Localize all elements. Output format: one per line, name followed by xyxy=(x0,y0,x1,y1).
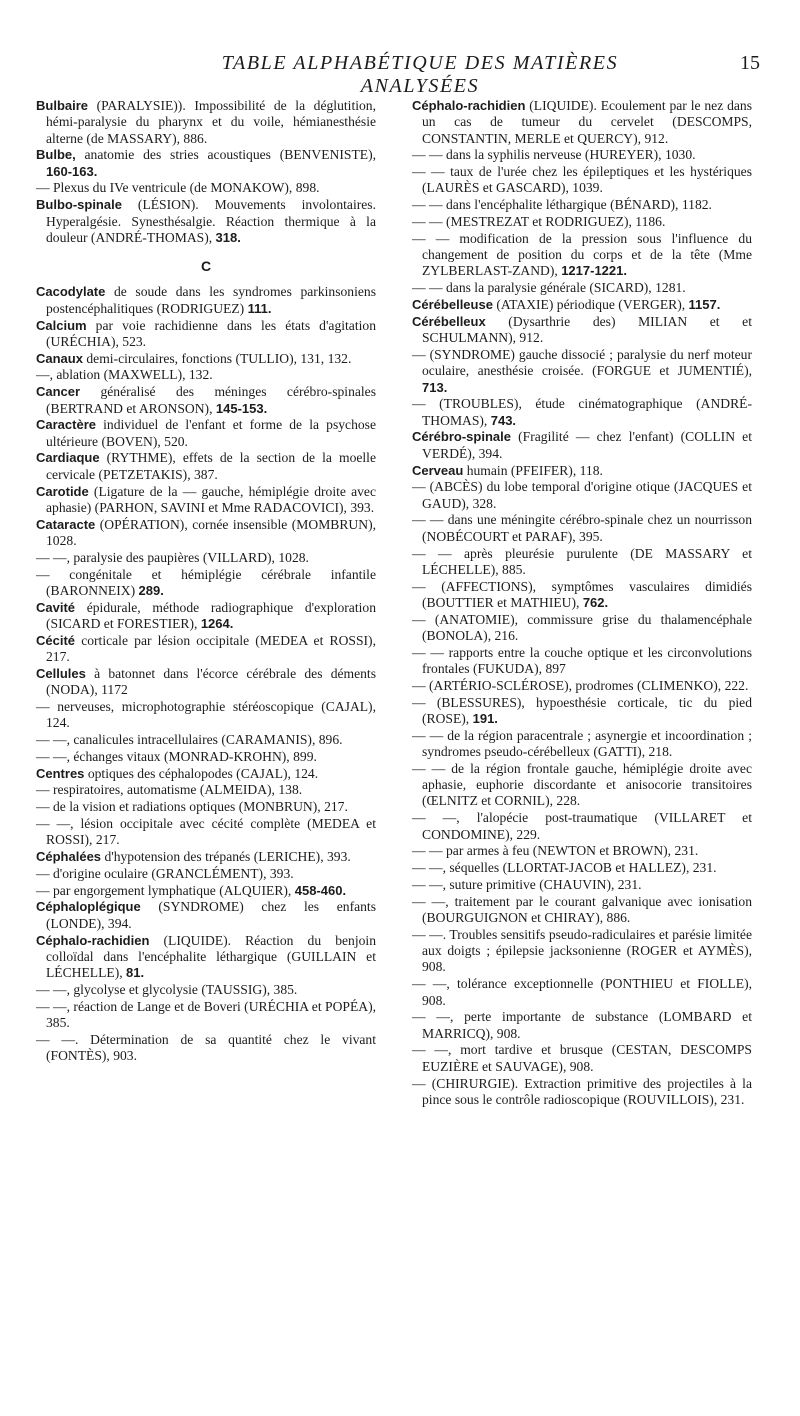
index-entry xyxy=(412,546,752,579)
entry-text: humain (PFEIFER), 118. xyxy=(463,462,603,478)
index-entry xyxy=(36,600,376,633)
entry-text: — (SYNDROME) gauche dissocié ; paralysie du nerf moteur oculaire, anesthésie croisée. (FORGUE et JUMENTIÉ), xyxy=(412,346,752,379)
entry-text: — —, mort tardive et brusque (CESTAN, DESCOMPS EUZIÈRE et SAUVAGE), 908. xyxy=(412,1042,752,1074)
entry-text: — d'origine oculaire (GRANCLÉMENT), 393. xyxy=(36,865,294,881)
entry-text: — — de la région frontale gauche, hémiplégie droite avec aphasie, euphorie discordante et anisocorie transitoires (ŒLNITZ et CORNIL), 228. xyxy=(412,760,752,809)
index-entry xyxy=(412,877,752,893)
index-entry xyxy=(412,695,752,728)
entry-text: — —, paralysie des paupières (VILLARD), 1028. xyxy=(36,549,309,565)
entry-text: (RYTHME), effets de la section de la moelle cervicale (PETZETAKIS), 387. xyxy=(46,450,376,482)
entry-heading: Cerveau xyxy=(412,462,464,478)
index-entry xyxy=(412,1076,752,1109)
index-entry xyxy=(412,976,752,1009)
page-number: 15 xyxy=(740,52,760,74)
index-entry xyxy=(412,463,752,479)
entry-heading: Cancer xyxy=(36,384,81,400)
entry-text: — — taux de l'urée chez les épileptiques et les hystériques (LAURÈS et GASCARD), 1039. xyxy=(412,164,752,196)
entry-heading: Bulbaire xyxy=(36,98,89,113)
index-entry xyxy=(412,429,752,462)
entry-heading: Carotide xyxy=(36,483,89,499)
entry-heading: Cérébelleux xyxy=(412,313,486,329)
index-entry xyxy=(36,450,376,483)
index-entry xyxy=(36,318,376,351)
entry-bold-pages: 458-460. xyxy=(294,882,347,898)
index-entry xyxy=(36,147,376,180)
entry-text: anatomie des stries acoustiques (BENVENISTE), xyxy=(75,147,376,163)
left-entries-after-section xyxy=(36,284,376,1064)
index-entry xyxy=(36,816,376,849)
index-entry xyxy=(36,1032,376,1065)
entry-text: — (TROUBLES), étude cinématographique (ANDRÉ-THOMAS), xyxy=(412,396,752,428)
entry-heading: Céphalées xyxy=(36,849,102,865)
index-entry xyxy=(36,899,376,932)
entry-bold-pages: 713. xyxy=(422,379,448,395)
section-letter: C xyxy=(200,258,212,275)
entry-text: — —, séquelles (LLORTAT-JACOB et HALLEZ), 231. xyxy=(412,860,717,876)
entry-heading: Centres xyxy=(36,765,85,781)
entry-text: — — dans la paralysie générale (SICARD), 1281. xyxy=(412,280,686,296)
entry-text: (SYNDROME) chez les enfants (LONDE), 394. xyxy=(46,899,376,931)
entry-heading: Caractère xyxy=(36,417,96,433)
index-entry xyxy=(36,782,376,798)
index-entry xyxy=(412,1009,752,1042)
entry-text: (ATAXIE) périodique (VERGER), xyxy=(492,297,689,313)
entry-text: (Dysarthrie des) MILIAN et et SCHULMANN), 912. xyxy=(422,313,752,346)
entry-text: — nerveuses, microphotographie stéréoscopique (CAJAL), 124. xyxy=(36,698,376,731)
entry-heading: Cacodylate xyxy=(36,284,106,300)
entry-bold-pages: 111. xyxy=(247,300,272,316)
index-entry xyxy=(412,347,752,396)
entry-heading: Cataracte xyxy=(36,516,96,532)
right-column xyxy=(412,98,752,1109)
entry-text: — (AFFECTIONS), symptômes vasculaires dimidiés (BOUTTIER et MATHIEU), xyxy=(412,578,752,610)
entry-text: — (BLESSURES), hypoesthésie corticale, tic du pied (ROSE), xyxy=(412,694,752,726)
index-entry xyxy=(36,849,376,865)
index-entry xyxy=(412,164,752,197)
entry-text: — —, lésion occipitale avec cécité complète (MEDEA et ROSSI), 217. xyxy=(36,815,376,848)
entry-bold-pages: 1264. xyxy=(200,615,234,631)
index-entry xyxy=(412,314,752,347)
index-entry xyxy=(36,933,376,982)
index-entry xyxy=(412,645,752,678)
entry-bold-pages: 145-153. xyxy=(215,400,268,416)
entry-text: — —, perte importante de substance (LOMBARD et MARRICQ), 908. xyxy=(412,1009,752,1041)
entry-bold-pages: 1157. xyxy=(688,297,721,313)
entry-text: — —. Troubles sensitifs pseudo-radiculaires et parésie limitée aux doigts ; épilepsie jacksonienne (ROGER et AYMÈS), 908. xyxy=(412,926,752,975)
index-entry xyxy=(412,728,752,761)
index-entry xyxy=(36,699,376,732)
entry-text: —, ablation (MAXWELL), 132. xyxy=(36,367,213,383)
entry-text: — —, réaction de Lange et de Boveri (URÉCHIA et POPÉA), 385. xyxy=(36,998,376,1031)
index-entry xyxy=(412,297,752,313)
entry-heading: Cécité xyxy=(36,632,76,648)
entry-text: (PARALYSIE)). Impossibilité de la déglutition, hémi-paralysie du pharynx et du voile, hémianesthésie alterne (de MASSARY), 886. xyxy=(46,98,376,146)
index-entry xyxy=(412,612,752,645)
index-entry xyxy=(36,98,376,147)
left-column xyxy=(36,98,376,1065)
right-entries xyxy=(412,98,752,1108)
entry-bold-pages: 289. xyxy=(138,582,164,598)
entry-text: — (ARTÉRIO-SCLÉROSE), prodromes (CLIMENKO), 222. xyxy=(412,677,749,693)
entry-text: corticale par lésion occipitale (MEDEA et ROSSI), 217. xyxy=(46,632,376,664)
index-entry xyxy=(36,517,376,550)
entry-text: — — rapports entre la couche optique et les circonvolutions frontales (FUKUDA), 897 xyxy=(412,644,752,677)
index-entry xyxy=(412,512,752,545)
index-entry xyxy=(412,843,752,859)
entry-text: épidurale, méthode radiographique d'exploration (SICARD et FORESTIER), xyxy=(46,599,376,631)
entry-text: — —, l'alopécie post-traumatique (VILLARET et CONDOMINE), 229. xyxy=(412,810,752,842)
index-entry xyxy=(412,894,752,927)
entry-text: — Plexus du IVe ventricule (de MONAKOW), 898. xyxy=(36,180,320,196)
index-entry xyxy=(412,231,752,280)
entry-text: — par engorgement lymphatique (ALQUIER), xyxy=(36,882,295,898)
entry-heading: Bulbo-spinale xyxy=(36,197,122,213)
entry-text: — — dans une méningite cérébro-spinale chez un nourrisson (NOBÉCOURT et PARAF), 395. xyxy=(412,512,752,544)
entry-text: — (ANATOMIE), commissure grise du thalamencéphale (BONOLA), 216. xyxy=(412,611,752,643)
entry-text: (OPÉRATION), cornée insensible (MOMBRUN), 1028. xyxy=(46,516,376,548)
index-entry xyxy=(36,284,376,317)
entry-heading: Céphalo-rachidien xyxy=(36,932,150,948)
entry-text: (LIQUIDE). Réaction du benjoin colloïdal dans l'encéphalite léthargique (GUILLAIN et LÉCHELLE), xyxy=(46,932,376,981)
entry-heading: Céphalo-rachidien xyxy=(412,98,526,113)
entry-heading: Cavité xyxy=(36,599,76,615)
entry-heading: Cardiaque xyxy=(36,450,100,466)
entry-text: à batonnet dans l'écorce cérébrale des déments (NODA), 1172 xyxy=(46,665,376,698)
entry-bold-pages: 191. xyxy=(472,710,498,726)
index-entry xyxy=(412,810,752,843)
index-entry xyxy=(412,678,752,694)
entry-heading: Canaux xyxy=(36,350,83,366)
index-entry xyxy=(412,280,752,296)
index-entry xyxy=(412,927,752,976)
index-entry xyxy=(412,479,752,512)
entry-text: — — modification de la pression sous l'influence du changement de position du corps et de la tête (Mme ZYLBERLAST-ZAND), xyxy=(412,230,752,279)
entry-text: — —, traitement par le courant galvanique avec ionisation (BOURGUIGNON et CHIRAY), 886. xyxy=(412,893,752,926)
index-entry xyxy=(36,197,376,246)
entry-text: (Fragilité — chez l'enfant) (COLLIN et VERDÉ), 394. xyxy=(422,429,752,461)
index-entry xyxy=(36,766,376,782)
entry-text: optiques des céphalopodes (CAJAL), 124. xyxy=(84,765,319,781)
entry-text: — respiratoires, automatisme (ALMEIDA), 138. xyxy=(36,782,303,798)
entry-text: — de la vision et radiations optiques (MONBRUN), 217. xyxy=(36,799,348,815)
entry-text: d'hypotension des trépanés (LERICHE), 393. xyxy=(101,849,351,865)
running-title: TABLE ALPHABÉTIQUE DES MATIÈRES ANALYSÉES xyxy=(221,52,619,97)
entry-text: — — de la région paracentrale ; asynergie et incoordination ; syndromes pseudo-cérébelleux (GATTI), 218. xyxy=(412,727,752,760)
entry-text: demi-circulaires, fonctions (TULLIO), 131, 132. xyxy=(82,350,352,366)
index-entry xyxy=(412,1042,752,1075)
left-entries-before-section xyxy=(36,98,376,246)
entry-text: individuel de l'enfant et forme de la psychose ultérieure (BOVEN), 520. xyxy=(46,417,376,449)
index-entry xyxy=(36,999,376,1032)
index-entry xyxy=(412,860,752,876)
entry-heading: Cérébelleuse xyxy=(412,297,493,313)
index-entry xyxy=(412,396,752,429)
page-header xyxy=(40,52,760,97)
entry-text: (Ligature de la — gauche, hémiplégie droite avec aphasie) (PARHON, SAVINI et Mme RADACOVICI), 393. xyxy=(46,483,376,515)
index-entry xyxy=(36,550,376,566)
index-entry xyxy=(36,866,376,882)
entry-bold-pages: 762. xyxy=(582,594,609,610)
index-entry xyxy=(36,799,376,815)
index-entry xyxy=(36,732,376,748)
entry-text: — —. Détermination de sa quantité chez le vivant (FONTÈS), 903. xyxy=(36,1031,376,1064)
index-entry xyxy=(36,982,376,998)
entry-text: — —, canalicules intracellulaires (CARAMANIS), 896. xyxy=(36,731,343,747)
index-entry xyxy=(36,633,376,666)
entry-text: — —, glycolyse et glycolysie (TAUSSIG), 385. xyxy=(36,981,298,997)
entry-text: de soude dans les syndromes parkinsoniens postencéphalitiques (RODRIGUEZ) xyxy=(46,284,376,316)
entry-bold-pages: 1217-1221. xyxy=(561,263,627,279)
entry-heading: Cérébro-spinale xyxy=(412,429,511,445)
entry-heading: Calcium xyxy=(36,317,87,333)
index-entry xyxy=(36,749,376,765)
entry-text: — (CHIRURGIE). Extraction primitive des projectiles à la pince sous le contrôle radioscopique (ROUVILLOIS), 231. xyxy=(412,1075,752,1107)
entry-text: — — après pleurésie purulente (DE MASSARY et LÉCHELLE), 885. xyxy=(412,545,752,577)
index-entry xyxy=(36,367,376,383)
entry-text: — —, suture primitive (CHAUVIN), 231. xyxy=(412,876,642,892)
index-entry xyxy=(36,417,376,450)
entry-text: (LIQUIDE). Ecoulement par le nez dans un cas de tumeur du cervelet (DESCOMPS, CONSTANTIN, MERLE et QUERCY), 912. xyxy=(422,98,752,146)
entry-heading: Cellules xyxy=(36,665,86,681)
entry-text: par voie rachidienne dans les états d'agitation (URÉCHIA), 523. xyxy=(46,317,376,349)
entry-bold-pages: 81. xyxy=(126,965,145,981)
entry-heading: Bulbe, xyxy=(36,147,76,163)
index-entry xyxy=(36,180,376,196)
entry-text: généralisé des méninges cérébro-spinales (BERTRAND et ARONSON), xyxy=(46,384,376,416)
index-entry xyxy=(36,351,376,367)
index-entry xyxy=(412,579,752,612)
entry-text: — congénitale et hémiplégie cérébrale infantile (BARONNEIX) xyxy=(36,566,376,598)
entry-text: (LÉSION). Mouvements involontaires. Hyperalgésie. Synesthésalgie. Réaction thermique à la douleur (ANDRÉ-THOMAS), xyxy=(46,197,376,245)
entry-text: — — par armes à feu (NEWTON et BROWN), 231. xyxy=(412,843,699,859)
index-entry xyxy=(36,567,376,600)
index-entry xyxy=(36,883,376,899)
index-entry xyxy=(36,484,376,517)
index-entry xyxy=(36,666,376,699)
index-entry xyxy=(36,384,376,417)
index-entry xyxy=(412,761,752,810)
entry-text: — —, échanges vitaux (MONRAD-KROHN), 899. xyxy=(36,748,317,764)
entry-bold-pages: 743. xyxy=(490,412,517,428)
index-entry xyxy=(412,197,752,213)
entry-text: — (ABCÈS) du lobe temporal d'origine otique (JACQUES et GAUD), 328. xyxy=(412,479,752,511)
entry-text: — — dans la syphilis nerveuse (HUREYER), 1030. xyxy=(412,147,696,163)
entry-text: — — (MESTREZAT et RODRIGUEZ), 1186. xyxy=(412,214,666,230)
index-entry xyxy=(412,98,752,147)
entry-text: — —, tolérance exceptionnelle (PONTHIEU et FIOLLE), 908. xyxy=(412,976,752,1008)
index-entry xyxy=(412,214,752,230)
entry-heading: Céphaloplégique xyxy=(36,899,141,915)
entry-bold-pages: 318. xyxy=(215,229,241,245)
index-entry xyxy=(412,147,752,163)
entry-text: — — dans l'encéphalite léthargique (BÉNARD), 1182. xyxy=(412,197,712,213)
entry-bold-pages: 160-163. xyxy=(46,163,98,179)
